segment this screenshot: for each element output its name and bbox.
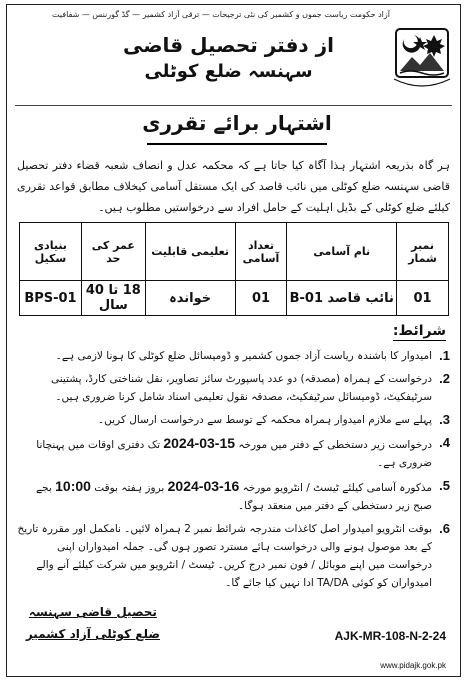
top-slogan-line: آزاد حکومت ریاست جموں و کشمیر کی نئی ترجیحات — ترقی آزاد کشمیر — گڈ گورننس — شفافیت [52, 10, 390, 19]
conditions-list [17, 347, 450, 597]
cell-age: 18 تا 40 سال [81, 281, 145, 316]
condition-number: 6. [439, 521, 450, 536]
conditions-title: شرائط: [392, 323, 446, 339]
list-item [17, 477, 450, 515]
cell-qualification: خواندہ [145, 281, 235, 316]
cell-serial: 01 [397, 281, 449, 316]
interview-date: 16-03-2024 [167, 478, 240, 494]
condition-number: 1. [439, 348, 450, 363]
col-count: تعداد آسامی [235, 223, 287, 281]
col-post: نام آسامی [287, 223, 397, 281]
col-serial: نمبر شمار [397, 223, 449, 281]
office-location: سہنسہ ضلع کوٹلی [144, 61, 313, 82]
col-age: عمر کی حد [81, 223, 145, 281]
condition-text: بجے صبح زیر دستخطی کے دفتر میں منعقد ہوگا۔ [35, 482, 432, 512]
cell-scale: BPS-01 [20, 281, 82, 316]
website-link[interactable]: www.pidajk.gok.pk [380, 661, 446, 670]
table-row [20, 281, 449, 316]
ajk-emblem-icon [390, 27, 454, 93]
condition-text: پہلے سے ملازم امیدوار ہمراہ محکمہ کے توسط سے درخواست ارسال کریں۔ [98, 414, 432, 426]
signature-block [26, 601, 160, 645]
table-header-row [20, 223, 449, 281]
list-item [17, 520, 450, 592]
condition-number: 2. [439, 371, 450, 386]
posts-table [19, 222, 449, 316]
condition-number: 5. [439, 478, 450, 493]
cell-count: 01 [235, 281, 287, 316]
conditions-underline [393, 340, 446, 341]
list-item [17, 411, 450, 429]
list-item [17, 347, 450, 365]
condition-number: 4. [439, 435, 450, 450]
list-item [17, 370, 450, 406]
signature-title: تحصیل قاضی سہنسہ [28, 605, 157, 619]
signature-location: ضلع کوٹلی آزاد کشمیر [25, 627, 160, 641]
condition-text: درخواست زیر دستخطی کے دفتر میں مورخہ [238, 439, 432, 451]
condition-text: بروز ہفتہ بوقت [94, 482, 165, 494]
advertisement-heading [127, 111, 347, 145]
condition-text: امیدوار کا باشندہ ریاست آزاد جموں کشمیر و ڈومیسائل ضلع کوٹلی کا ہونا لازمی ہے۔ [55, 350, 432, 362]
intro-paragraph: ہر گاہ بذریعہ اشتہار ہذا آگاہ کیا جاتا ہے کہ محکمہ عدل و انصاف شعبہ قضاء دفتر تحصیل قاضی سہنسہ ضلع کوٹلی میں نائب قاصد کی ایک مستقل آسامی کیخلاف مطابق قواعد تقرری کیلئے ضلع کوٹلی کے بڈیل اہلیت کے حامل افراد سے درخواستیں مطلوب ہیں۔ [17, 159, 450, 214]
advertisement-heading-text: اشتہار برائے تقرری [142, 111, 332, 135]
advertisement-page [6, 4, 461, 677]
col-scale: بنیادی سکیل [20, 223, 82, 281]
cell-post: نائب قاصد B-01 [287, 281, 397, 316]
header-divider [15, 105, 452, 106]
office-title: از دفتر تحصیل قاضی [122, 33, 335, 57]
condition-text: تک دفتری اوقات میں پہنچانا ضروری ہے۔ [36, 439, 432, 469]
interview-time: 10:00 [55, 478, 91, 494]
list-item [17, 434, 450, 472]
deadline-date: 15-03-2024 [163, 435, 236, 451]
heading-underline [147, 143, 327, 145]
condition-text: درخواست کے ہمراہ (مصدقہ) دو عدد پاسپورٹ سائز تصاویر، نقل شناختی کارڈ، پشتینی سرٹیفکیٹ، ڈومیسائل سرٹیفکیٹ، مصدقہ نقول تعلیمی اسناد شامل کرنا ضروری ہیں۔ [50, 373, 432, 403]
condition-number: 3. [439, 412, 450, 427]
reference-number: AJK-MR-108-N-2-24 [334, 629, 446, 643]
col-qualification: تعلیمی قابلیت [145, 223, 235, 281]
condition-text: بوقت انٹرویو امیدوار اصل کاغذات مندرجہ شرائط نمبر 2 ہمراہ لائیں۔ نامکمل اور مقررہ تاریخ کے بعد موصول ہونے والی درخواست ہائے مسترد تصور ہوں گی۔ جملہ امیدواران اپنی درخواست میں اپنے موبائل / فون نمبر درج کریں۔ ٹیسٹ / انٹرویو میں شرکت کیلئے آنے والے امیدواران کو کوئی TA/DA ادا نہیں کیا جائے گا۔ [17, 523, 432, 589]
conditions-title-text: شرائط [398, 323, 446, 339]
condition-text: مذکورہ آسامی کیلئے ٹیسٹ / انٹرویو مورخہ [242, 482, 432, 494]
